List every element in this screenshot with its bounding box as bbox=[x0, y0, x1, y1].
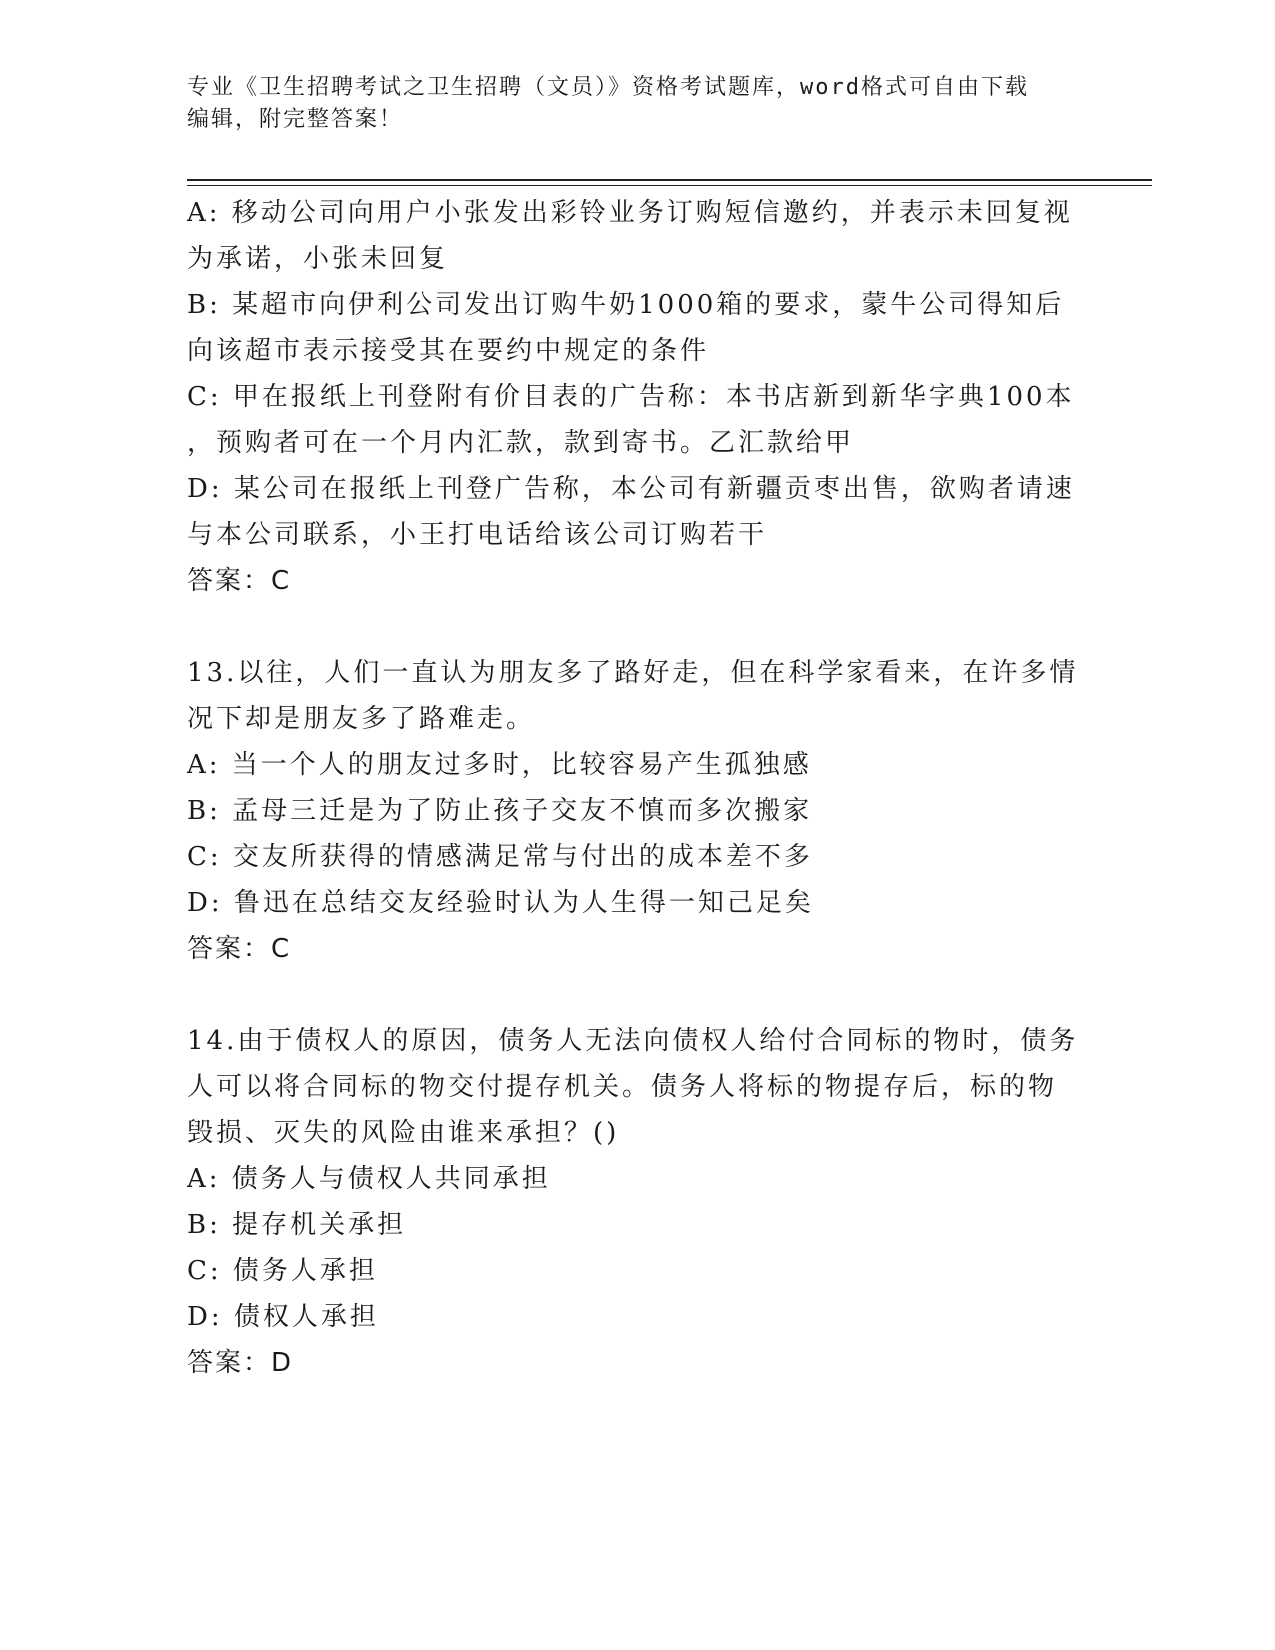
option-c-line-2: ，预购者可在一个月内汇款，款到寄书。乙汇款给甲 bbox=[187, 428, 855, 458]
answer-12: 答案：C bbox=[187, 566, 292, 596]
question-14-line-1: 14.由于债权人的原因，债务人无法向债权人给付合同标的物时，债务 bbox=[187, 1026, 1079, 1056]
spacer bbox=[187, 972, 1087, 1018]
header-line-1: 专业《卫生招聘考试之卫生招聘（文员）》资格考试题库，word格式可自由下载 bbox=[187, 75, 1029, 100]
option-a: A: 当一个人的朋友过多时，比较容易产生孤独感 bbox=[187, 750, 812, 780]
option-b: B: 提存机关承担 bbox=[187, 1210, 407, 1240]
option-b-line-1: B: 某超市向伊利公司发出订购牛奶1000箱的要求，蒙牛公司得知后 bbox=[187, 290, 1065, 320]
header-divider-thick bbox=[187, 179, 1152, 181]
option-a: A: 债务人与债权人共同承担 bbox=[187, 1164, 551, 1194]
question-content bbox=[187, 190, 1087, 1386]
option-d: D: 债权人承担 bbox=[187, 1302, 379, 1332]
question-13-line-1: 13.以往，人们一直认为朋友多了路好走，但在科学家看来，在许多情 bbox=[187, 658, 1079, 688]
header-divider-thin bbox=[187, 185, 1152, 186]
document-header bbox=[187, 72, 1087, 136]
option-d-line-2: 与本公司联系，小王打电话给该公司订购若干 bbox=[187, 520, 768, 550]
option-c-line-1: C: 甲在报纸上刊登附有价目表的广告称：本书店新到新华字典100本 bbox=[187, 382, 1075, 412]
option-d: D: 鲁迅在总结交友经验时认为人生得一知己足矣 bbox=[187, 888, 814, 918]
option-c: C: 债务人承担 bbox=[187, 1256, 378, 1286]
option-c: C: 交友所获得的情感满足常与付出的成本差不多 bbox=[187, 842, 813, 872]
answer-14: 答案：D bbox=[187, 1348, 294, 1378]
question-13-line-2: 况下却是朋友多了路难走。 bbox=[187, 704, 536, 734]
header-line-2: 编辑，附完整答案！ bbox=[187, 107, 404, 132]
question-14-line-2: 人可以将合同标的物交付提存机关。债务人将标的物提存后，标的物 bbox=[187, 1072, 1058, 1102]
question-12-options bbox=[187, 190, 1087, 604]
option-d-line-1: D: 某公司在报纸上刊登广告称，本公司有新疆贡枣出售，欲购者请速 bbox=[187, 474, 1075, 504]
option-a-line-1: A: 移动公司向用户小张发出彩铃业务订购短信邀约，并表示未回复视 bbox=[187, 198, 1073, 228]
option-b: B: 孟母三迁是为了防止孩子交友不慎而多次搬家 bbox=[187, 796, 813, 826]
question-14-line-3: 毁损、灭失的风险由谁来承担？() bbox=[187, 1118, 620, 1148]
option-a-line-2: 为承诺，小张未回复 bbox=[187, 244, 449, 274]
answer-13: 答案：C bbox=[187, 934, 292, 964]
option-b-line-2: 向该超市表示接受其在要约中规定的条件 bbox=[187, 336, 710, 366]
spacer bbox=[187, 604, 1087, 650]
question-14 bbox=[187, 1018, 1087, 1386]
question-13 bbox=[187, 650, 1087, 972]
